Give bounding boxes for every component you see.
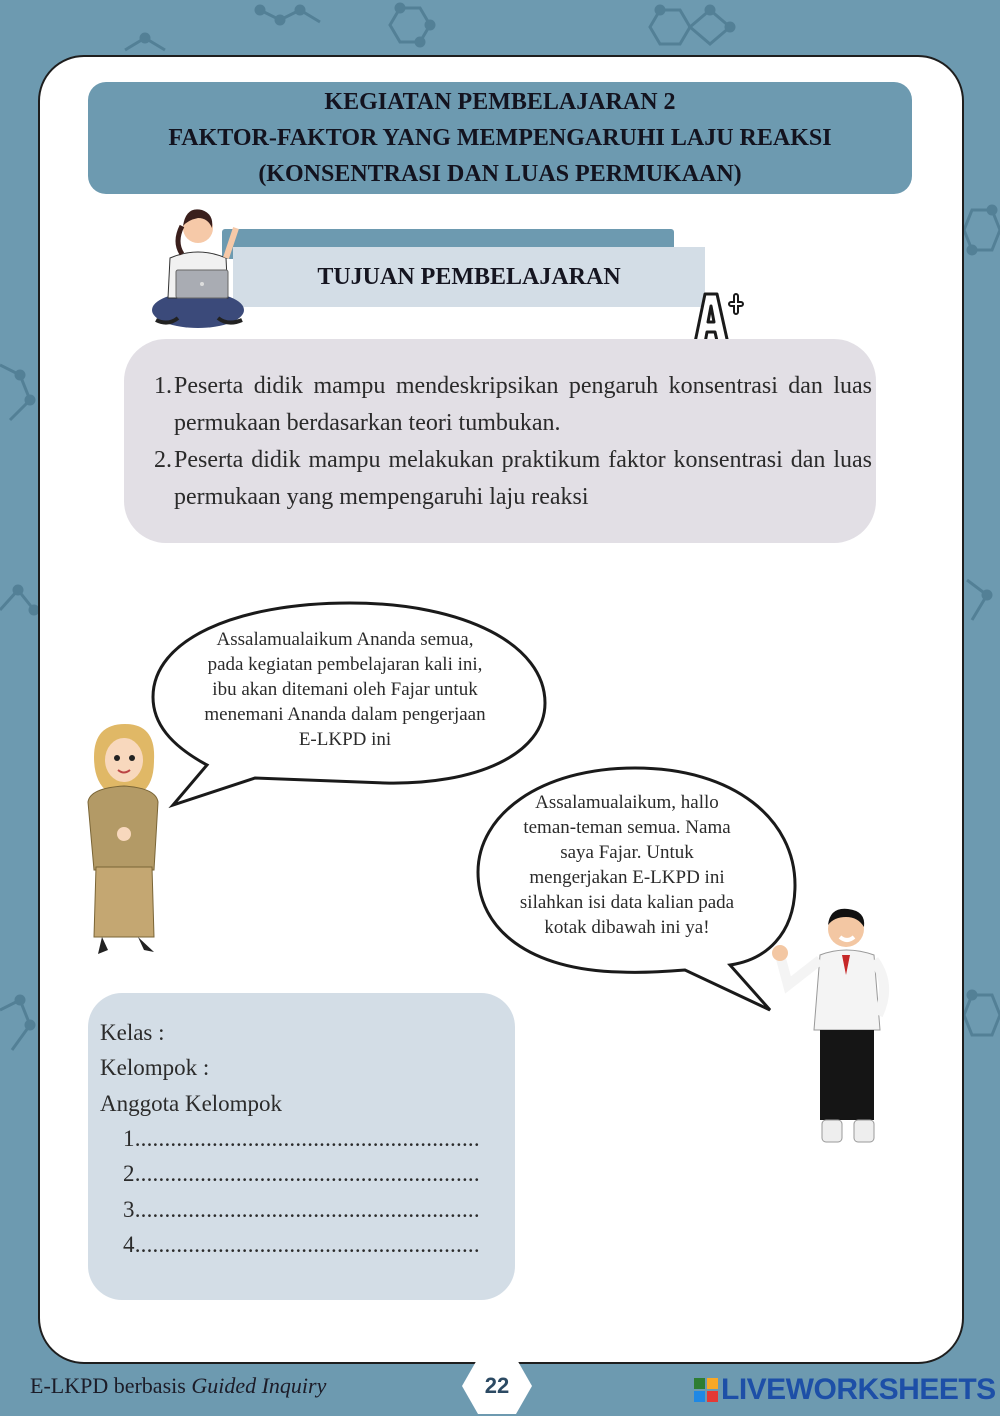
molecule-decoration: [962, 980, 1000, 1060]
anggota-label: Anggota Kelompok: [100, 1091, 283, 1116]
objective-number: 2.: [154, 447, 172, 473]
fajar-student-illustration: [770, 905, 905, 1150]
objective-item: [154, 442, 872, 516]
liveworksheets-brand: LIVEWORKSHEETS: [721, 1373, 996, 1406]
objective-item: [154, 368, 872, 442]
liveworksheets-icon: [694, 1378, 718, 1402]
molecule-decoration: [0, 570, 38, 630]
tujuan-title: TUJUAN PEMBELAJARAN: [317, 263, 621, 290]
group-data-form: [88, 993, 515, 1300]
molecule-decoration: [640, 0, 740, 55]
member-field[interactable]: 3..........................................................: [123, 1197, 480, 1222]
lesson-subtitle: (KONSENTRASI DAN LUAS PERMUKAAN): [258, 161, 742, 187]
molecule-decoration: [380, 0, 450, 55]
molecule-decoration: [962, 200, 1000, 280]
learning-objectives: [124, 339, 876, 543]
member-field[interactable]: 4..........................................................: [123, 1232, 480, 1257]
page-number: 22: [484, 1373, 510, 1398]
kelompok-label[interactable]: Kelompok :: [100, 1055, 210, 1080]
molecule-decoration: [0, 350, 38, 430]
member-field[interactable]: 1..........................................................: [123, 1126, 480, 1151]
teacher-illustration: [80, 722, 165, 957]
liveworksheets-logo[interactable]: [694, 1373, 996, 1407]
member-field[interactable]: 2..........................................................: [123, 1161, 480, 1186]
molecule-decoration: [962, 570, 1000, 640]
molecule-decoration: [250, 0, 330, 40]
objective-list: [154, 368, 872, 516]
molecule-decoration: [0, 990, 38, 1060]
lesson-title: FAKTOR-FAKTOR YANG MEMPENGARUHI LAJU REAKSI: [168, 125, 832, 151]
kelas-label[interactable]: Kelas :: [100, 1020, 165, 1045]
student-laptop-illustration: [148, 198, 253, 333]
tujuan-banner: [233, 247, 705, 307]
objective-text: Peserta didik mampu mendeskripsikan pengaruh konsentrasi dan luas permukaan berdasarkan teori tumbukan.: [174, 373, 872, 436]
objective-number: 1.: [154, 373, 172, 399]
footer-label: E-LKPD berbasis Guided Inquiry: [30, 1373, 327, 1398]
teacher-speech-text: Assalamualaikum Ananda semua, pada kegiatan pembelajaran kali ini, ibu akan ditemani oleh Fajar untuk menemani Ananda dalam pengerjaan E-LKPD ini: [204, 629, 486, 750]
lesson-number: KEGIATAN PEMBELAJARAN 2: [324, 89, 676, 115]
lesson-header: [88, 82, 912, 194]
objective-text: Peserta didik mampu melakukan praktikum faktor konsentrasi dan luas permukaan yang mempengaruhi laju reaksi: [174, 447, 872, 510]
molecule-decoration: [120, 30, 170, 55]
student-speech-text: Assalamualaikum, hallo teman-teman semua. Nama saya Fajar. Untuk mengerjakan E-LKPD ini silahkan isi data kalian pada kotak dibawah ini ya!: [519, 792, 735, 938]
